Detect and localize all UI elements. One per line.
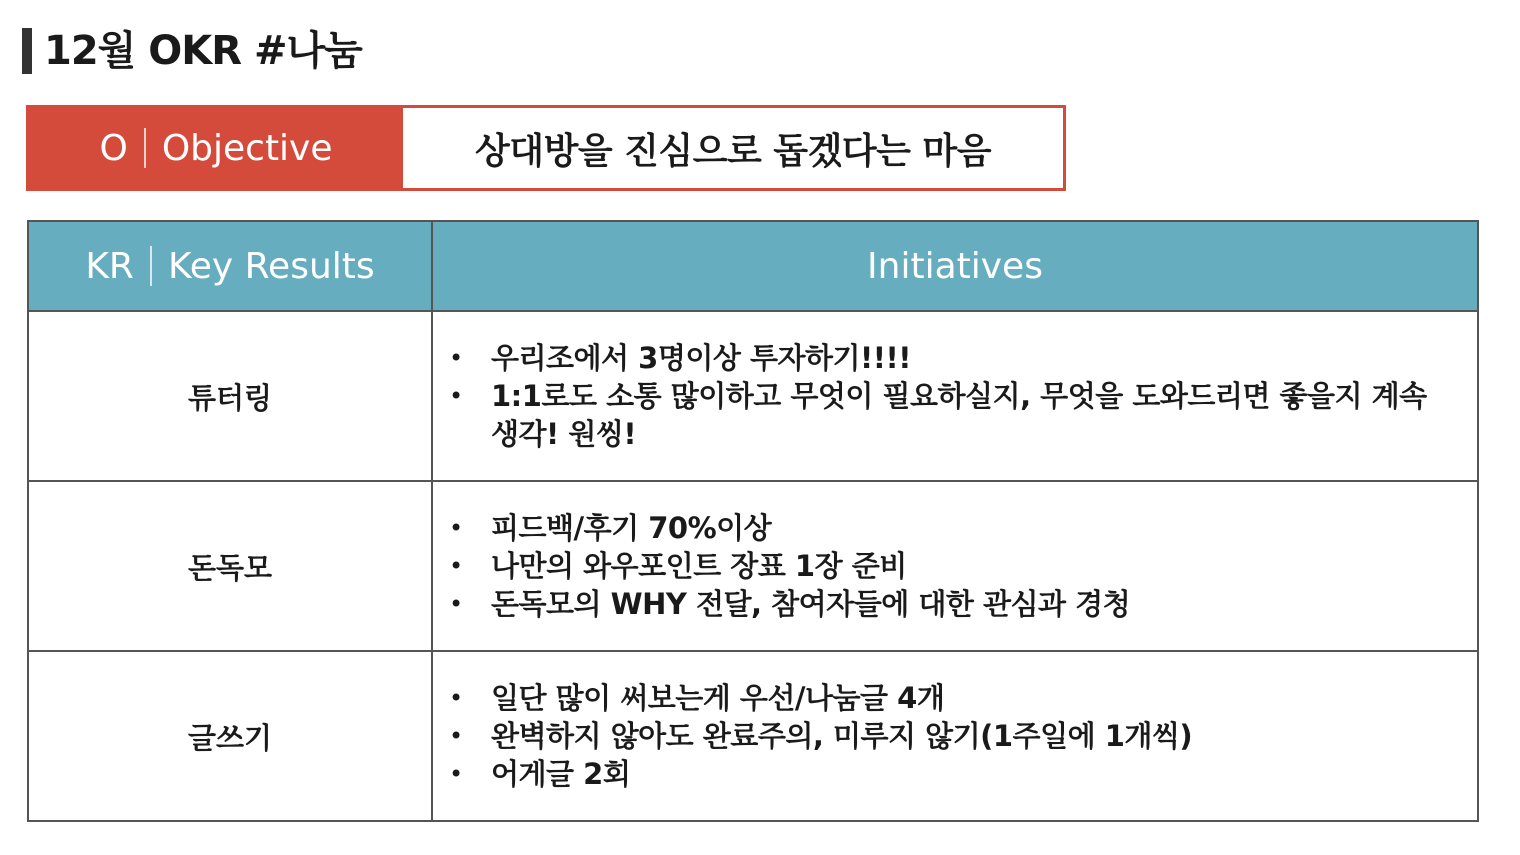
initiative-list [447,679,1447,793]
key-result-cell: 돈독모 [28,481,432,651]
header-kr-code: KR [85,245,134,287]
initiatives-cell [432,651,1478,821]
objective-box [26,105,1066,191]
table-row [28,481,1478,651]
list-item: • 완벽하지 않아도 완료주의, 미루지 않기(1주일에 1개씩) [447,717,1447,755]
table-row [28,311,1478,481]
list-item: • 돈독모의 WHY 전달, 참여자들에 대한 관심과 경청 [447,585,1447,623]
objective-label-block [29,108,403,188]
header-divider [150,246,152,286]
okr-table [27,220,1479,822]
page-title-block [22,28,362,74]
list-item: • 1:1로도 소통 많이하고 무엇이 필요하실지, 무엇을 도와드리면 좋을지 계속 생각! 원씽! [447,377,1447,453]
list-item: • 어게글 2회 [447,755,1447,793]
header-kr-label: Key Results [167,245,375,287]
objective-text: 상대방을 진심으로 돕겠다는 마음 [475,130,991,172]
list-item: • 피드백/후기 70%이상 [447,509,1447,547]
header-key-results [28,221,432,311]
initiative-list [447,339,1447,453]
list-item: • 우리조에서 3명이상 투자하기!!!! [447,339,1447,377]
table-header-row [28,221,1478,311]
objective-label: Objective [161,127,333,169]
list-item: • 나만의 와우포인트 장표 1장 준비 [447,547,1447,585]
title-accent-bar [22,28,32,74]
key-result-cell: 글쓰기 [28,651,432,821]
initiatives-cell [432,311,1478,481]
initiative-list [447,509,1447,623]
header-initiatives: Initiatives [432,221,1478,311]
initiatives-cell [432,481,1478,651]
key-result-cell: 튜터링 [28,311,432,481]
objective-divider [144,128,146,168]
page-title: 12월 OKR #나눔 [44,28,362,74]
list-item: • 일단 많이 써보는게 우선/나눔글 4개 [447,679,1447,717]
table-row [28,651,1478,821]
objective-code: O [99,127,128,169]
